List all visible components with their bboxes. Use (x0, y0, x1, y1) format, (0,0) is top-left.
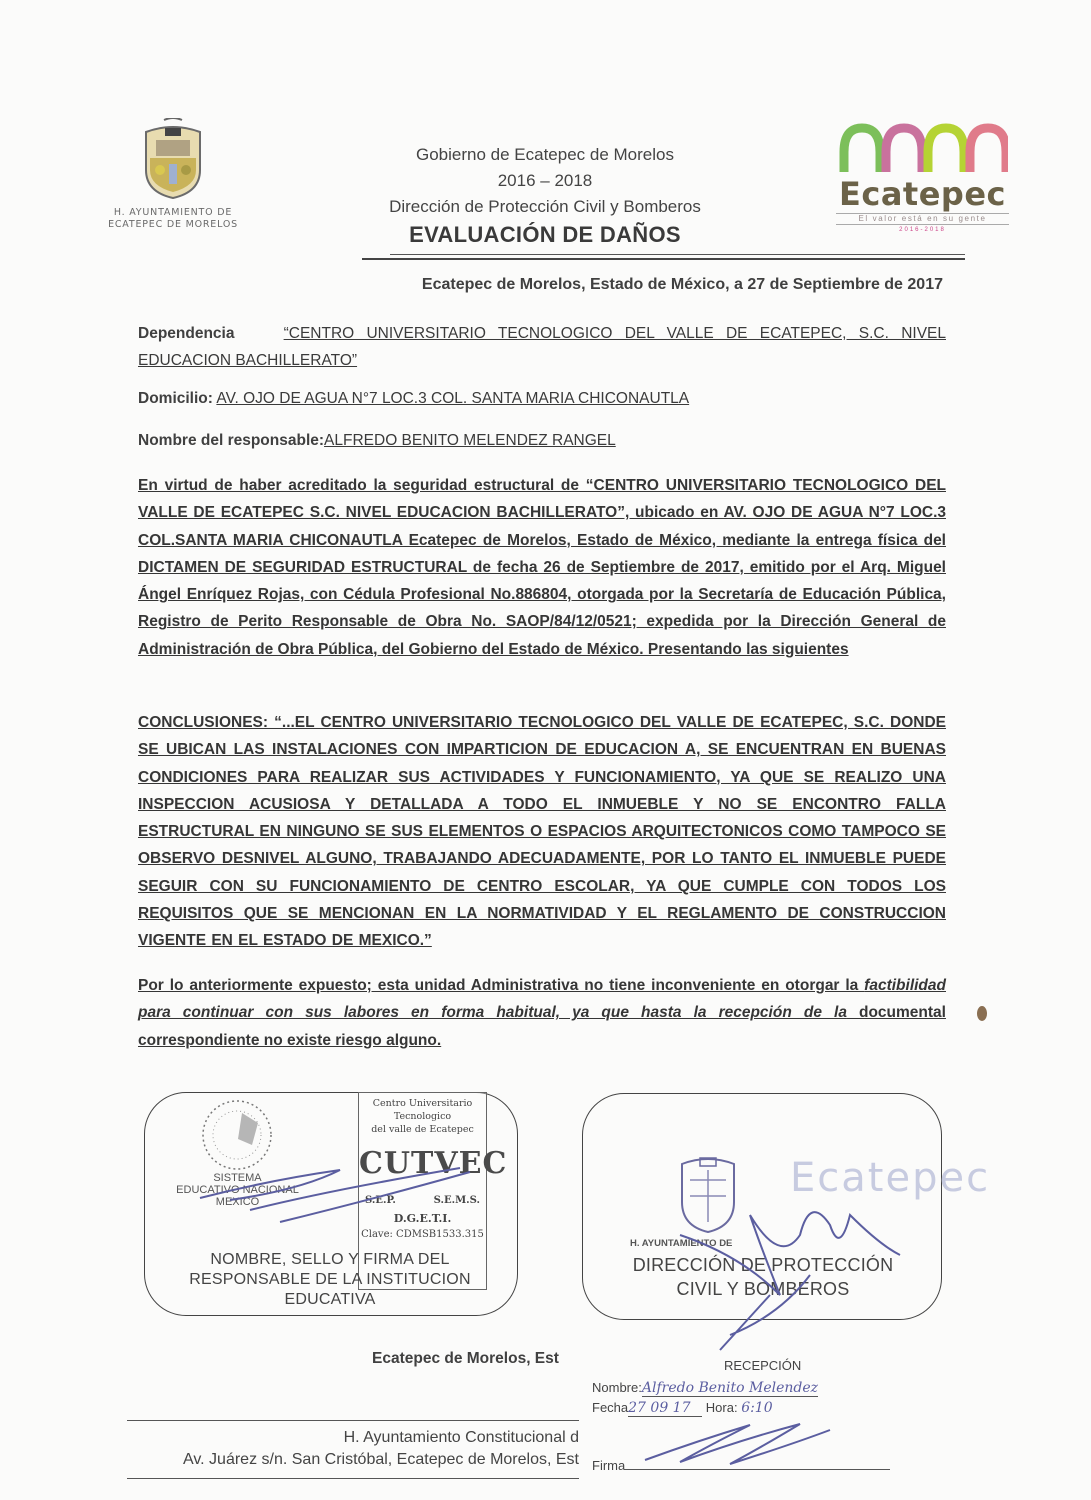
coat-of-arms-icon (138, 118, 208, 200)
recepcion-nombre (592, 1380, 818, 1396)
stamp-acronym: CUTVEC (359, 1146, 508, 1181)
header-divider-thin (390, 254, 965, 255)
nombre-label: Nombre: (592, 1380, 642, 1395)
letterhead (340, 142, 750, 250)
recepcion-fecha (592, 1400, 773, 1417)
government-name: Gobierno de Ecatepec de Morelos (416, 145, 674, 164)
civil-protection-caption-line2: CIVIL Y BOMBEROS (676, 1279, 850, 1299)
firma-label: Firma (592, 1458, 626, 1473)
fecha-label: Fecha (592, 1400, 629, 1415)
dependencia-value: “CENTRO UNIVERSITARIO TECNOLOGICO DEL VALLE DE ECATEPEC, S.C. NIVEL EDUCACION BACHILLERATO” (138, 325, 946, 369)
civil-protection-caption-line1: DIRECCIÓN DE PROTECCIÓN (632, 1255, 894, 1275)
fecha-handwritten[interactable]: 27 09 17 (628, 1400, 702, 1417)
logo-wordmark: Ecatepec (839, 175, 1006, 213)
domicilio-label: Domicilio: (138, 390, 213, 407)
handwritten-signature-right (660, 1175, 920, 1355)
stamp-sems: S.E.M.S. (433, 1195, 480, 1206)
institution-box-caption: NOMBRE, SELLO Y FIRMA DEL RESPONSABLE DE LA INSTITUCION EDUCATIVA (189, 1251, 471, 1308)
ecatepec-logo (830, 118, 1015, 233)
document-title: EVALUACIÓN DE DAÑOS (409, 222, 681, 247)
stamp-line2: Tecnologico (393, 1111, 452, 1122)
stamp-dgeti: D.G.E.T.I. (393, 1212, 452, 1225)
administration-period: 2016 – 2018 (497, 171, 593, 190)
stamp-line3: del valle de Ecatepec (371, 1124, 474, 1135)
ayuntamiento-stamp-text: H. AYUNTAMIENTO DE (630, 1238, 733, 1249)
closing-part-2-italic: factibilidad para continuar con sus labores en forma habitual, ya que hasta la recepción de la (138, 977, 946, 1022)
dependencia-field (138, 320, 946, 374)
footer-rule-top (127, 1420, 579, 1421)
firma-line[interactable] (625, 1469, 890, 1470)
logo-tagline: El valor está en su gente (836, 213, 1009, 225)
sep-seal-line3: MEXICO (215, 1196, 260, 1208)
recepcion-title: RECEPCIÓN (724, 1358, 802, 1373)
hora-handwritten[interactable]: 6:10 (741, 1400, 773, 1416)
footer-line1: H. Ayuntamiento Constitucional d (343, 1429, 579, 1446)
responsable-field (138, 427, 946, 454)
closing-part-3: documental correspondiente no existe riesgo alguno. (138, 1004, 946, 1049)
footer-rule-bottom (127, 1478, 579, 1479)
footer-place: Ecatepec de Morelos, Est (372, 1350, 559, 1367)
header-divider-thick (362, 258, 965, 260)
footer-line2: Av. Juárez s/n. San Cristóbal, Ecatepec de Morelos, Est (182, 1451, 579, 1468)
closing-paragraph (138, 972, 946, 1054)
date-line: Ecatepec de Morelos, Estado de México, a 27 de Septiembre de 2017 (421, 276, 943, 293)
people-arches-icon (838, 118, 1008, 176)
ghost-ecatepec-stamp: Ecatepec (790, 1155, 991, 1201)
responsable-value: ALFREDO BENITO MELENDEZ RANGEL (324, 432, 616, 449)
ayuntamiento-crest-logo (88, 118, 258, 231)
sep-seal-line1: SISTEMA (213, 1172, 262, 1184)
conclusions-paragraph: CONCLUSIONES: “...EL CENTRO UNIVERSITARIO TECNOLOGICO DEL VALLE DE ECATEPEC, S.C. DONDE SE UBICAN LAS INSTALACIONES CON IMPARTICION DE EDUCACION A, SE ENCUENTRAN EN BUENAS CONDICIONES PARA REALIZAR SUS ACTIVIDADES Y FUNCIONAMIENTO, YA QUE SE REALIZO UNA INSPECCION ACUSIOSA Y DETALLADA A TODO EL INMUEBLE Y NO SE ENCONTRO FALLA ESTRUCTURAL EN NINGUNO SE SUS ELEMENTOS O ESPACIOS ARQUITECTONICOS COMO TAMPOCO SE OBSERVO DESNIVEL ALGUNO, TRABAJANDO ADECUADAMENTE, POR LO TANTO EL INMUEBLE PUEDE SEGUIR CON SU FUNCIONAMIENTO DE CENTRO ESCOLAR, YA QUE CUMPLE CON TODOS LOS REQUISITOS QUE SE MENCIONAN EN LA NORMATIVIDAD Y EL REGLAMENTO DE CONSTRUCCION VIGENTE EN EL ESTADO DE MEXICO.” (138, 714, 946, 950)
sep-seal-line2: EDUCATIVO NACIONAL (176, 1184, 299, 1196)
crest-caption-line1: H. AYUNTAMIENTO DE (113, 207, 233, 218)
crest-caption-line2: ECATEPEC DE MORELOS (108, 219, 238, 230)
domicilio-value: AV. OJO DE AGUA N°7 LOC.3 COL. SANTA MARIA CHICONAUTLA (216, 390, 690, 407)
stamp-sep: S.E.P. (365, 1195, 396, 1206)
accreditation-paragraph: En virtud de haber acreditado la seguridad estructural de “CENTRO UNIVERSITARIO TECNOLOGICO DEL VALLE DE ECATEPEC S.C. NIVEL EDUCACION BACHILLERATO”, ubicado en AV. OJO DE AGUA N°7 LOC.3 COL.SANTA MARIA CHICONAUTLA Ecatepec de Morelos, Estado de México, mediante la entrega física del DICTAMEN DE SEGURIDAD ESTRUCTURAL de fecha 26 de Septiembre de 2017, emitido por el Arq. Miguel Ángel Enríquez Rojas, con Cédula Profesional No.886804, otorgada por la Secretaría de Educación Pública, Registro de Perito Responsable de Obra No. SAOP/84/12/0521; expedida por la Dirección General de Administración de Obra Pública, del Gobierno del Estado de México. Presentando las siguientes (138, 477, 946, 658)
hora-label: Hora: (705, 1400, 738, 1415)
department-name: Dirección de Protección Civil y Bomberos (389, 197, 701, 216)
closing-part-1: Por lo anteriormente expuesto; esta unidad Administrativa no tiene inconveniente en otorgar la (138, 977, 865, 994)
logo-years: 2016-2018 (899, 227, 946, 233)
stamp-clave: Clave: CDMSB1533.315 (361, 1229, 484, 1240)
nombre-handwritten[interactable]: Alfredo Benito Melendez (641, 1380, 819, 1396)
handwritten-signature-left (190, 1150, 490, 1230)
stamp-line1: Centro Universitario (372, 1098, 473, 1109)
recepcion-firma (592, 1458, 890, 1473)
dependencia-label: Dependencia (138, 325, 235, 342)
domicilio-field (138, 385, 946, 412)
ink-blot (977, 1006, 987, 1021)
responsable-label: Nombre del responsable: (138, 432, 325, 449)
